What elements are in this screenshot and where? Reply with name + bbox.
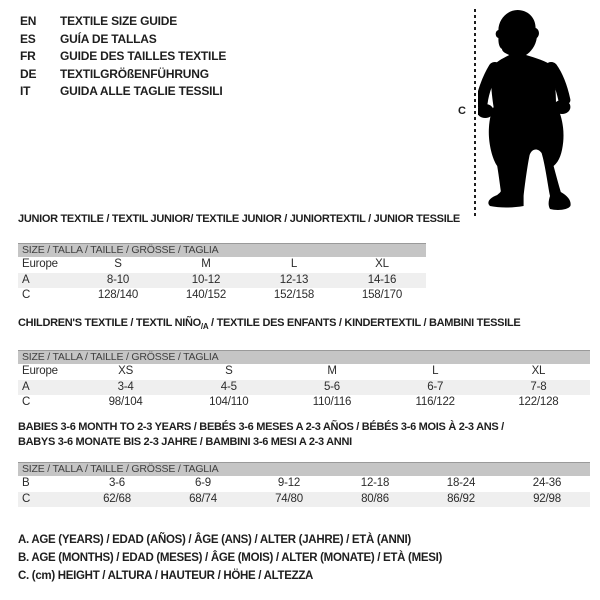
table-cell: 14-16 [367,273,397,286]
table-cell: A [22,273,30,286]
table-cell: 104/110 [209,396,249,409]
language-code: DE [20,66,37,81]
table-cell: 86/92 [447,492,475,505]
section-title [18,316,590,334]
table-cell: 68/74 [189,492,217,505]
table-cell: 128/140 [97,289,139,301]
footnote-line: B. AGE (MONTHS) / EDAD (MESES) / ÂGE (MOIS) / ALTER (MONATE) / ETÀ (MESI) [18,552,443,564]
table-cell: 3-4 [117,380,134,393]
height-measure-label: C [458,105,466,117]
table-cell: 10-12 [191,273,221,286]
table-cell: S [114,258,122,270]
size-table-junior [18,243,426,304]
table-cell: 12-13 [279,273,309,286]
table-cell: 6-7 [427,380,444,393]
size-header-bar: SIZE / TALLA / TAILLE / GRÖSSE / TAGLIA [18,243,426,257]
language-row [20,48,226,66]
table-cell: Europe [22,365,58,378]
table-cell: A [22,380,30,393]
table-cell: 24-36 [532,477,562,489]
table-cell: 6-9 [194,477,212,489]
baby-silhouette-icon [478,7,574,213]
table-cell: 92/98 [533,492,561,505]
section-title-text: / TEXTILE DES ENFANTS / KINDERTEXTIL / BAMBINI TESSILE [208,317,521,329]
table-row [18,364,590,380]
table-cell: XL [531,365,546,378]
table-cell: 140/152 [185,289,227,301]
table-cell: 116/122 [415,396,455,409]
table-cell: XL [375,258,389,270]
section-babies [18,420,590,507]
table-cell: L [290,258,298,270]
section-title-subscript: /A [200,322,209,332]
table-cell: C [22,396,31,409]
footnote-line: C. (cm) HEIGHT / ALTURA / HAUTEUR / HÖHE / ALTEZZA [18,570,314,582]
section-title-text: CHILDREN'S TEXTILE / TEXTIL NIÑO [18,317,201,329]
table-cell: 110/116 [312,396,352,409]
language-code: ES [20,31,36,46]
table-row [18,380,590,396]
size-table-babies [18,462,590,507]
table-cell: M [327,365,337,378]
table-cell: XS [118,365,134,378]
height-figure [450,0,600,230]
language-list [20,13,226,101]
language-title: GUIDA ALLE TAGLIE TESSILI [60,84,223,99]
footnote-line: A. AGE (YEARS) / EDAD (AÑOS) / ÂGE (ANS) / ALTER (JAHRE) / ETÀ (ANNI) [18,534,411,546]
language-code: EN [20,14,37,28]
table-cell: 62/68 [103,492,131,505]
language-title: TEXTILGRÖßENFÜHRUNG [60,66,209,81]
language-code: FR [20,49,36,64]
table-cell: 152/158 [273,289,315,301]
section-title: JUNIOR TEXTILE / TEXTIL JUNIOR/ TEXTILE JUNIOR / JUNIORTEXTIL / JUNIOR TESSILE [18,213,460,225]
table-row [18,257,426,273]
table-cell: Europe [22,258,58,270]
table-cell: C [22,289,31,301]
language-row [20,31,226,49]
footnotes [18,531,442,585]
size-header-bar: SIZE / TALLA / TAILLE / GRÖSSE / TAGLIA [18,350,590,364]
language-row [20,83,226,101]
table-cell: B [22,477,30,489]
table-cell: 5-6 [323,380,341,393]
table-row [18,476,590,492]
table-cell: 4-5 [220,380,237,393]
height-dashed-line [474,9,476,216]
section-junior [18,212,460,304]
table-cell: 7-8 [530,380,547,393]
language-row [20,66,226,84]
table-cell: L [432,365,439,378]
language-title: GUIDE DES TAILLES TEXTILE [60,49,227,64]
language-row [20,13,226,31]
table-row [18,288,426,304]
table-cell: 18-24 [446,477,476,489]
table-cell: 8-10 [106,273,130,286]
language-code: IT [20,84,31,99]
table-cell: 98/104 [108,396,143,409]
size-header-bar: SIZE / TALLA / TAILLE / GRÖSSE / TAGLIA [18,462,590,476]
section-title: BABIES 3-6 MONTH TO 2-3 YEARS / BEBÉS 3-6 MESES A 2-3 AÑOS / BÉBÉS 3-6 MOIS À 2-3 ANS / [18,421,504,433]
table-cell: M [201,258,211,270]
table-cell: S [225,365,233,378]
section-title-line2: BABYS 3-6 MONATE BIS 2-3 JAHRE / BAMBINI 3-6 MESI A 2-3 ANNI [18,436,352,448]
language-title: TEXTILE SIZE GUIDE [60,14,178,28]
table-cell: 158/170 [361,289,403,301]
table-cell: 9-12 [277,477,301,489]
table-cell: 122/128 [518,396,559,409]
table-cell: 3-6 [108,477,126,489]
table-cell: C [22,492,31,505]
size-table-children [18,350,590,411]
table-row [18,273,426,289]
table-row [18,492,590,508]
table-row [18,395,590,411]
section-children [18,316,590,411]
table-cell: 74/80 [275,492,303,505]
table-cell: 12-18 [360,477,390,489]
language-title: GUÍA DE TALLAS [60,31,157,46]
table-cell: 80/86 [361,492,389,505]
